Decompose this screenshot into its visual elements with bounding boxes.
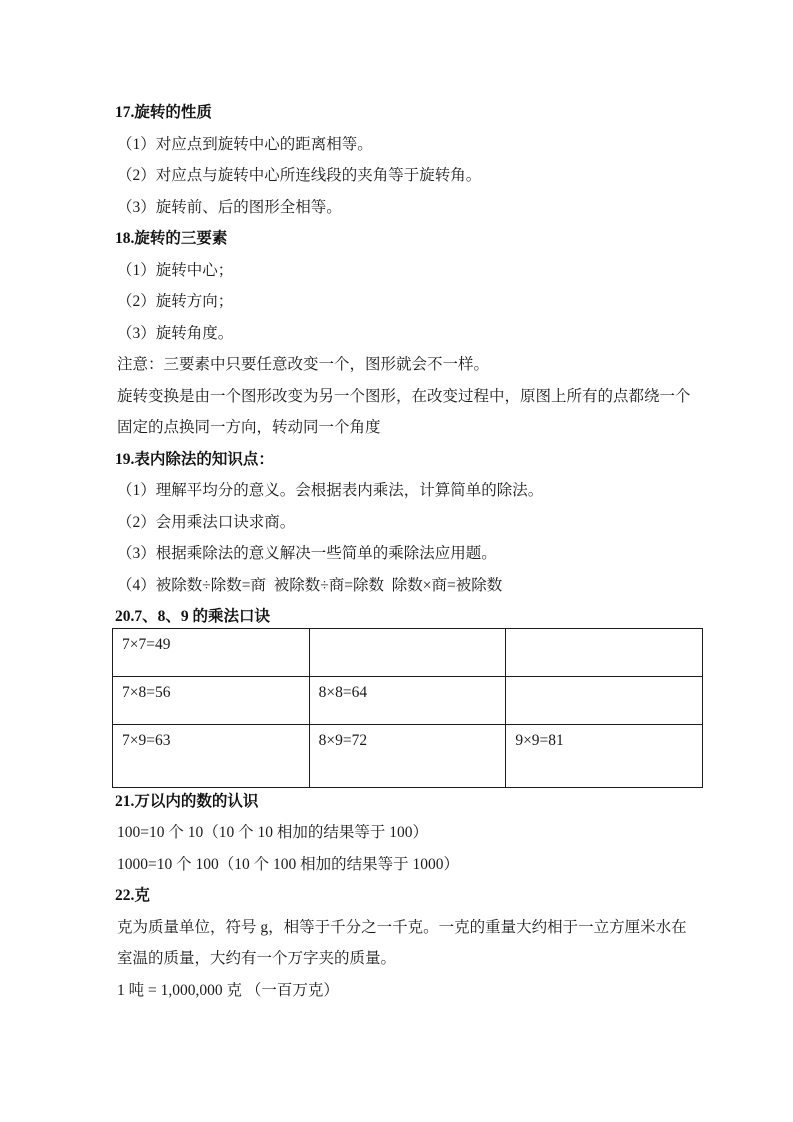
text-line: （4）被除数÷除数=商 被除数÷商=除数 除数×商=被除数 [117,576,503,594]
text-line: （2）对应点与旋转中心所连线段的夹角等于旋转角。 [117,167,482,184]
table-cell: 8×8=64 [309,676,506,724]
table-row [113,724,703,787]
text-line: 固定的点换同一方向，转动同一个角度 [117,419,381,436]
text-line: （1）理解平均分的意义。会根据表内乘法，计算简单的除法。 [117,482,544,499]
table-row [113,628,703,676]
section-heading: 22.克 [115,887,150,904]
text-line: 克为质量单位，符号 g，相等于千分之一千克。一克的重量大约相于一立方厘米水在 [117,918,687,936]
section-heading: 17.旋转的性质 [115,104,212,121]
section-heading: 19.表内除法的知识点： [115,450,274,468]
table-cell: 8×9=72 [309,724,506,787]
text-line: 1 吨 = 1,000,000 克 （一百万克） [117,981,339,999]
table-cell: 7×7=49 [113,628,310,676]
table-cell [309,628,506,676]
document-content [112,97,717,1006]
table-cell [506,628,703,676]
text-line: （1）对应点到旋转中心的距离相等。 [117,135,373,153]
table-cell [506,676,703,724]
multiplication-table [112,628,703,788]
text-line: 1000=10 个 100（10 个 100 相加的结果等于 1000） [117,855,459,873]
table-row [113,676,703,724]
table-cell: 7×9=63 [113,724,310,787]
text-line: 旋转变换是由一个图形改变为另一个图形，在改变过程中，原图上所有的点都绕一个 [117,387,691,405]
text-line: （3）旋转角度。 [117,324,234,342]
text-line: 注意：三要素中只要任意改变一个，图形就会不一样。 [117,356,490,373]
text-line: （2）旋转方向； [117,293,234,310]
section-heading: 18.旋转的三要素 [115,230,228,247]
section-heading: 21.万以内的数的认识 [115,792,259,810]
text-line: 室温的质量，大约有一个万字夹的质量。 [117,950,397,967]
section-heading: 20.7、8、9 的乘法口诀 [115,608,271,625]
text-line: 100=10 个 10（10 个 10 相加的结果等于 100） [117,824,428,841]
text-line: （3）根据乘除法的意义解决一些简单的乘除法应用题。 [117,545,497,562]
text-line: （3）旋转前、后的图形全相等。 [117,198,342,216]
table-cell: 9×9=81 [506,724,703,787]
text-line: （1）旋转中心； [117,261,234,279]
table-cell: 7×8=56 [113,676,310,724]
text-line: （2）会用乘法口诀求商。 [117,513,296,531]
